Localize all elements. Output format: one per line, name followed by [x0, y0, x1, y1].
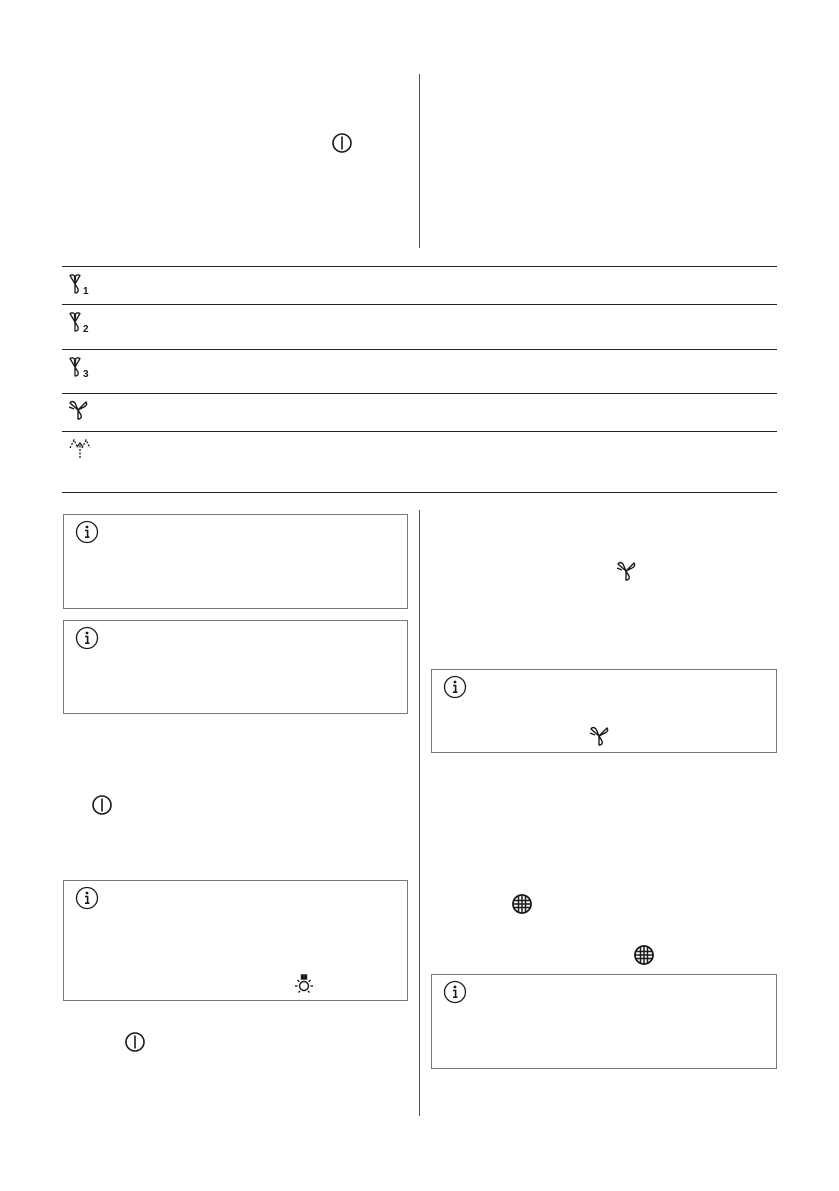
column-divider-top [419, 74, 420, 248]
power-icon [331, 132, 353, 154]
fan-boost-icon [587, 724, 611, 748]
breeze-arrows-icon [66, 436, 94, 460]
info-icon [443, 675, 467, 699]
filter-grid-icon [511, 893, 533, 915]
info-icon [75, 626, 99, 650]
power-icon [124, 1031, 146, 1053]
table-rule [62, 304, 777, 305]
fan-speed-1-icon [66, 272, 92, 296]
power-icon [91, 794, 113, 816]
column-divider-bottom [419, 510, 420, 1116]
table-rule [62, 349, 777, 350]
info-note-box [63, 880, 408, 1001]
svg-text:1: 1 [83, 286, 89, 296]
fan-speed-3-icon [66, 355, 92, 379]
info-icon [75, 886, 99, 910]
filter-grid-icon [633, 944, 655, 966]
table-rule-bottom [62, 492, 777, 493]
table-rule-top [62, 266, 777, 267]
table-rule [62, 431, 777, 432]
svg-text:3: 3 [83, 369, 89, 379]
info-note-box [63, 514, 408, 609]
info-note-box [431, 669, 777, 753]
info-note-box [63, 620, 408, 714]
info-note-box [431, 974, 777, 1069]
info-icon [443, 980, 467, 1004]
fan-boost-icon [66, 398, 90, 422]
info-icon [75, 520, 99, 544]
fan-boost-icon [614, 559, 638, 583]
fan-speed-2-icon [66, 310, 92, 334]
table-rule [62, 393, 777, 394]
svg-text:2: 2 [83, 324, 89, 334]
light-bulb-icon [292, 973, 316, 997]
